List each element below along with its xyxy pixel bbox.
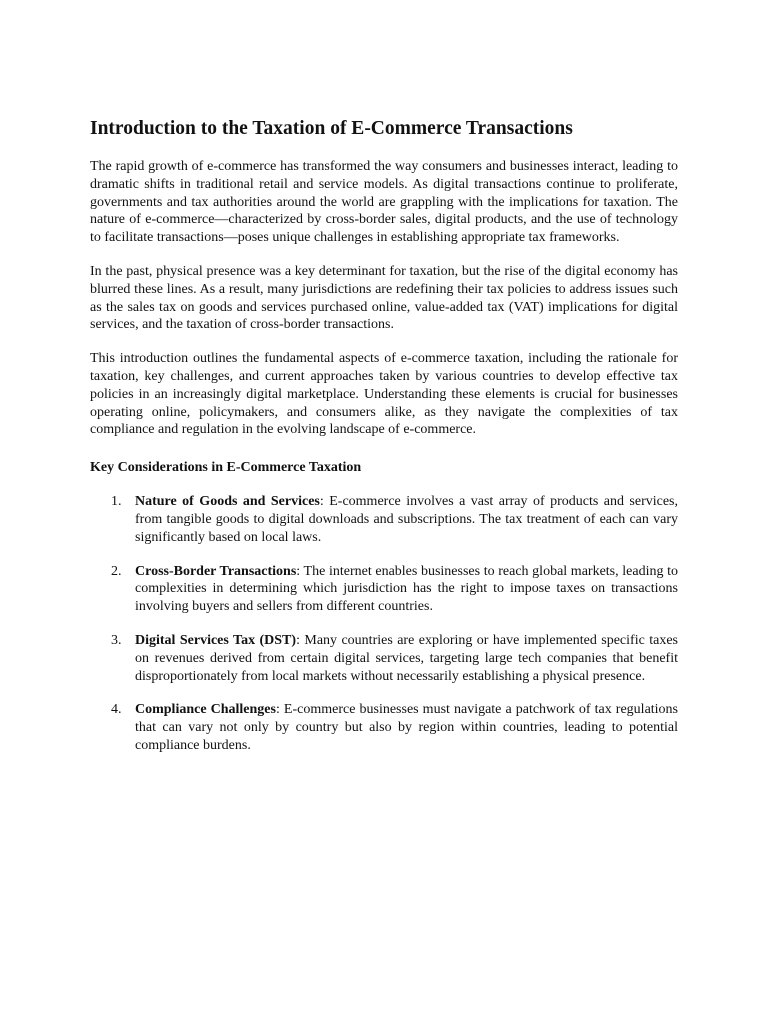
list-item xyxy=(90,632,678,685)
list-item-number: 2. xyxy=(111,563,122,579)
list-item-term: Compliance Challenges xyxy=(135,702,276,718)
list-item-text: : Many countries are exploring or have implemented specific taxes on revenues derived from certain digital services, targeting large tech companies that benefit disproportionately from local markets without necessarily establishing a physical presence. xyxy=(135,632,678,684)
intro-paragraph-2: In the past, physical presence was a key determinant for taxation, but the rise of the digital economy has blurred these lines. As a result, many jurisdictions are redefining their tax policies to address issues such as the sales tax on goods and services purchased online, value-added tax (VAT) implications for digital services, and the taxation of cross-border transactions. xyxy=(90,263,678,333)
intro-paragraph-3: This introduction outlines the fundamental aspects of e-commerce taxation, including the rationale for taxation, key challenges, and current approaches taken by various countries to develop effective tax policies in an increasingly digital marketplace. Understanding these elements is crucial for businesses operating online, policymakers, and consumers alike, as they navigate the complexities of tax compliance and regulation in the evolving landscape of e-commerce. xyxy=(90,351,678,438)
document-title: Introduction to the Taxation of E-Commerce Transactions xyxy=(90,118,573,139)
list-item xyxy=(90,563,678,616)
list-item xyxy=(90,701,678,754)
list-item-number: 3. xyxy=(111,632,122,648)
intro-paragraph-1: The rapid growth of e-commerce has transformed the way consumers and businesses interact, leading to dramatic shifts in traditional retail and service models. As digital transactions continue to proliferate, governments and tax authorities around the world are grappling with the implications for taxation. The nature of e-commerce—characterized by cross-border sales, digital products, and the use of technology to facilitate transactions—poses unique challenges in establishing appropriate tax frameworks. xyxy=(90,159,678,246)
list-item-text: : E-commerce businesses must navigate a patchwork of tax regulations that can vary not only by country but also by region within countries, leading to potential compliance burdens. xyxy=(135,702,679,753)
section-heading: Key Considerations in E-Commerce Taxation xyxy=(90,460,362,476)
list-item-term: Nature of Goods and Services xyxy=(135,494,320,510)
list-item-text: : E-commerce involves a vast array of products and services, from tangible goods to digital downloads and subscriptions. The tax treatment of each can vary significantly based on local laws. xyxy=(135,494,678,545)
list-item-text: : The internet enables businesses to reach global markets, leading to complexities in determining which jurisdiction has the right to impose taxes on transactions involving buyers and sellers from different countries. xyxy=(135,563,678,615)
list-item-number: 1. xyxy=(111,494,122,510)
list-item-term: Cross-Border Transactions xyxy=(135,563,297,579)
considerations-list xyxy=(90,493,678,755)
list-item-number: 4. xyxy=(111,702,122,718)
list-item-term: Digital Services Tax (DST) xyxy=(135,632,297,648)
list-item xyxy=(90,493,678,546)
